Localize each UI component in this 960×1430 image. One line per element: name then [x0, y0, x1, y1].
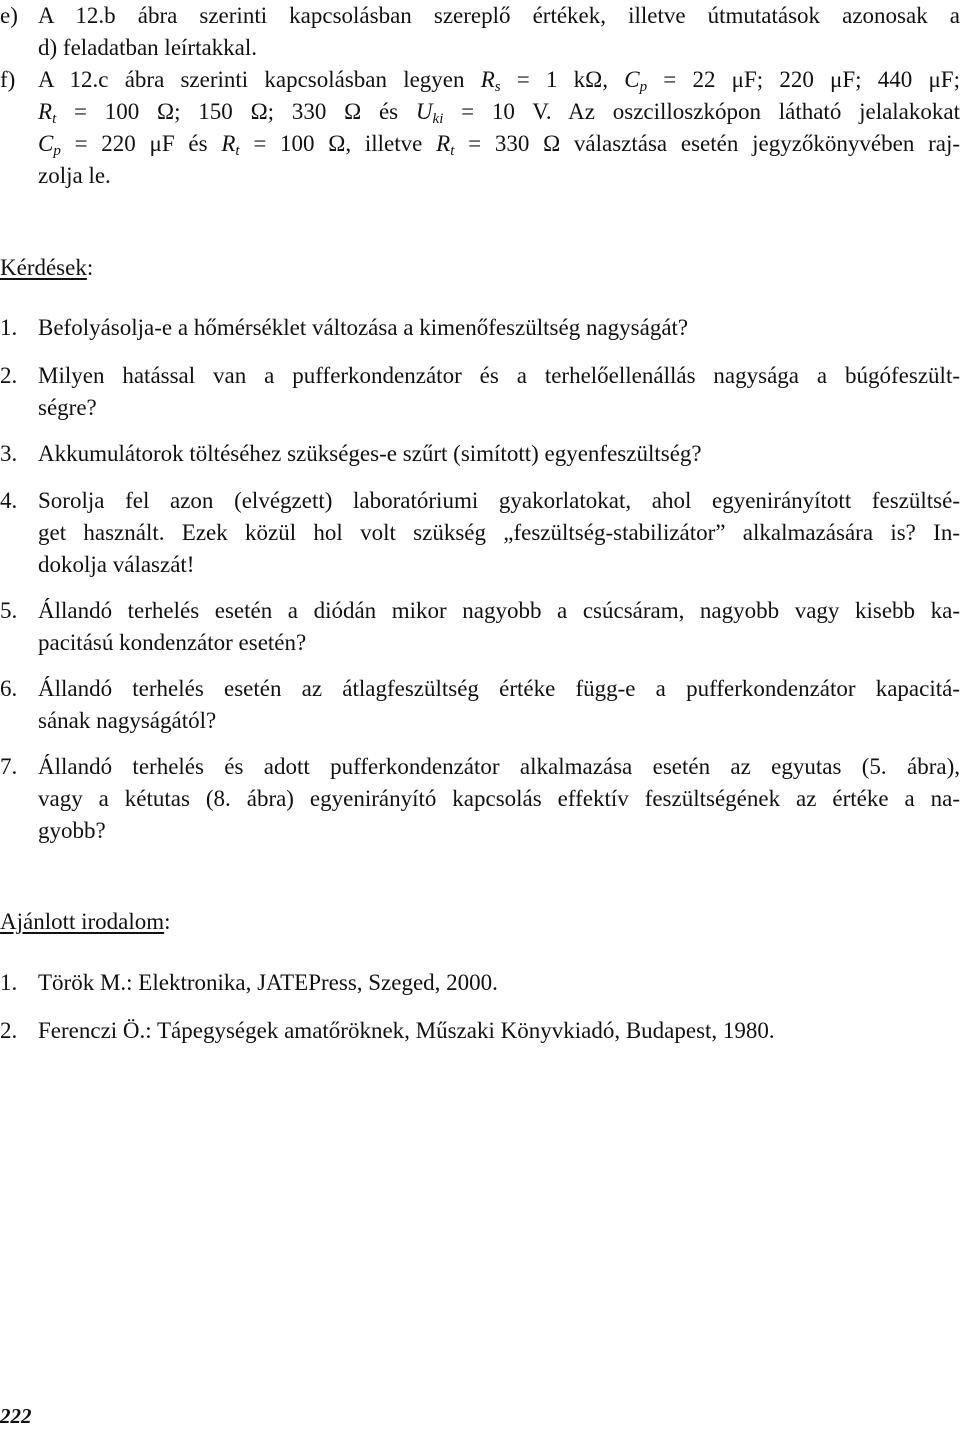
section-heading: Kérdések	[0, 255, 87, 280]
task-text-line	[38, 64, 960, 95]
subscript: t	[235, 143, 240, 159]
question-text-line: sának nagyságától?	[38, 708, 217, 733]
question-number: 2.	[0, 363, 18, 388]
question-number: 1.	[0, 315, 18, 340]
literature-text: Ferenczi Ö.: Tápegységek amatőröknek, Műszaki Könyvkiadó, Budapest, 1980.	[38, 1018, 775, 1043]
literature-heading	[0, 906, 960, 937]
task-text-line	[38, 128, 960, 159]
subscript: p	[53, 143, 61, 159]
task-label: f)	[0, 67, 16, 92]
heading-colon: :	[164, 909, 171, 934]
text-run: = 330 Ω választása esetén jegyzőkönyvében raj-	[454, 131, 960, 156]
text-run: = 100 Ω; 150 Ω; 330 Ω és	[56, 99, 416, 124]
heading-colon: :	[86, 255, 94, 280]
question-number: 5.	[0, 598, 18, 623]
symbol: R	[436, 131, 451, 156]
text-run: = 1 kΩ,	[500, 67, 625, 92]
question-number: 6.	[0, 676, 18, 701]
questions-heading	[0, 252, 960, 283]
question-text-line: pacitású kondenzátor esetén?	[38, 630, 307, 655]
symbol: R	[480, 67, 495, 92]
literature-number: 1.	[0, 970, 18, 995]
task-text-line: d) feladatban leírtakkal.	[38, 35, 258, 60]
text-run: = 100 Ω, illetve	[239, 131, 437, 156]
text-run: = 10 V. Az oszcilloszkópon látható jelalakokat	[443, 99, 960, 124]
question-text-line: Akkumulátorok töltéséhez szükséges-e szűrt (simított) egyenfeszültség?	[38, 441, 702, 466]
subscript: p	[639, 79, 648, 95]
question-text-line: Sorolja fel azon (elvégzett) laboratóriumi gyakorlatokat, ahol egyenirányított feszültsé-	[38, 488, 960, 513]
symbol: R	[221, 131, 236, 156]
question-text-line: Befolyásolja-e a hőmérséklet változása a kimenőfeszültség nagyságát?	[38, 315, 689, 340]
text-run: = 22 μF; 220 μF; 440 μF;	[647, 67, 960, 92]
question-text-line: Állandó terhelés esetén az átlagfeszültség értéke függ-e a pufferkondenzátor kapacitá-	[38, 676, 960, 701]
question-text-line: Milyen hatással van a pufferkondenzátor és a terhelőellenállás nagysága a búgófeszült-	[38, 363, 960, 388]
question-number: 7.	[0, 754, 18, 779]
text-run: = 220 μF és	[60, 131, 222, 156]
question-text-line: ségre?	[38, 395, 97, 420]
task-label: e)	[0, 3, 18, 28]
subscript: t	[450, 143, 455, 159]
question-text-line: vagy a kétutas (8. ábra) egyenirányító kapcsolás effektív feszültségének az értéke a na-	[38, 786, 960, 811]
question-text-line: get használt. Ezek közül hol volt szükség „feszültség-stabilizátor” alkalmazására is? In-	[38, 520, 960, 545]
question-text-line: dokolja válaszát!	[38, 552, 195, 577]
symbol: C	[624, 67, 640, 92]
task-text-line: zolja le.	[38, 163, 111, 188]
text-run: A 12.c ábra szerinti kapcsolásban legyen	[38, 67, 481, 92]
symbol: C	[38, 131, 54, 156]
literature-text: Török M.: Elektronika, JATEPress, Szeged, 2000.	[38, 970, 498, 995]
symbol: R	[38, 99, 53, 124]
question-text-line: Állandó terhelés és adott pufferkondenzátor alkalmazása esetén az egyutas (5. ábra),	[38, 754, 960, 779]
question-text-line: Állandó terhelés esetén a diódán mikor nagyobb a csúcsáram, nagyobb vagy kisebb ka-	[38, 598, 960, 623]
question-number: 3.	[0, 441, 18, 466]
symbol: U	[415, 99, 433, 124]
page-number: 222	[0, 1404, 32, 1428]
subscript: ki	[432, 111, 444, 127]
subscript: t	[52, 111, 57, 127]
task-text-line: A 12.b ábra szerinti kapcsolásban szereplő értékek, illetve útmutatások azonosak a	[38, 3, 960, 28]
literature-number: 2.	[0, 1018, 18, 1043]
task-text-line	[38, 96, 960, 127]
subscript: s	[494, 79, 501, 95]
question-text-line: gyobb?	[38, 818, 106, 843]
question-number: 4.	[0, 488, 18, 513]
section-heading: Ajánlott irodalom	[0, 909, 165, 934]
